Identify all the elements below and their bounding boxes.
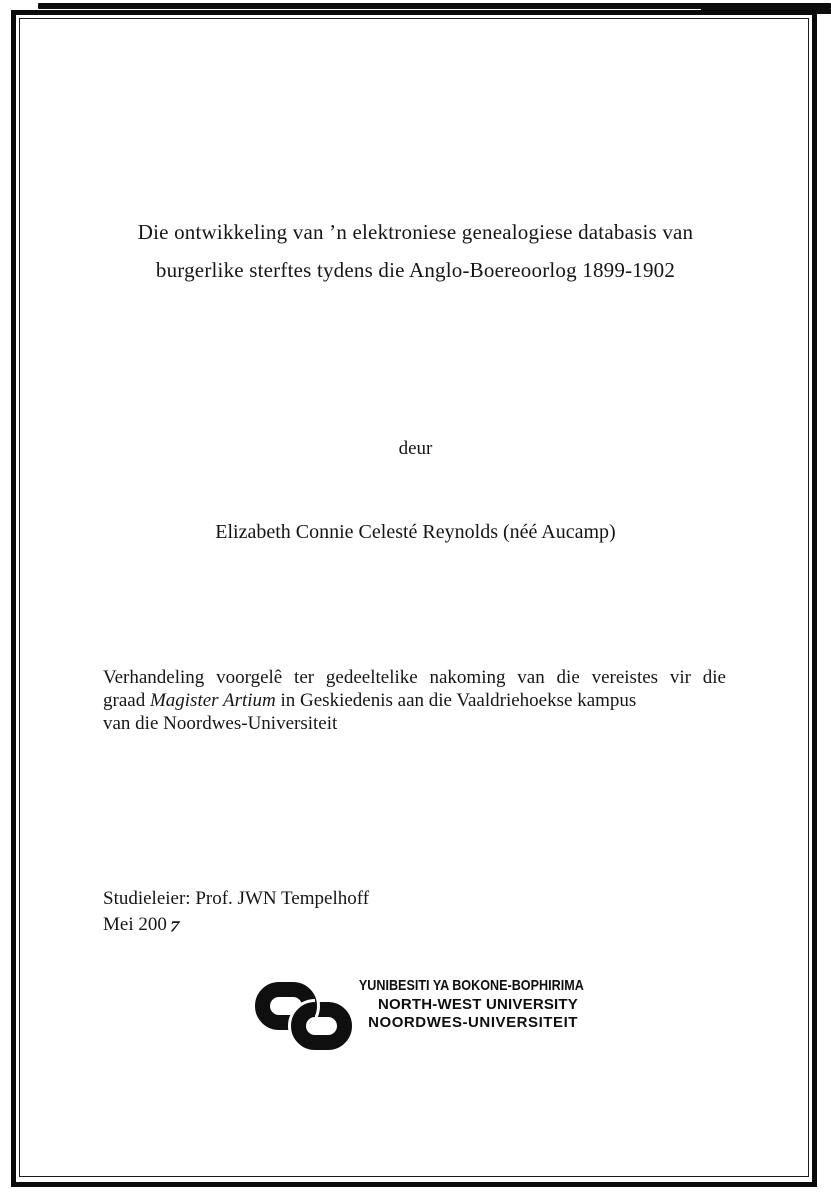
thesis-title <box>40 213 791 289</box>
logo-line-setswana: YUNIBESITI YA BOKONE-BOPHIRIMA <box>358 977 584 994</box>
thesis-title-line-1: Die ontwikkeling van ’n elektroniese genealogiese databasis van <box>137 220 694 244</box>
university-logo <box>255 977 584 1055</box>
supervisor-line: Studieleier: Prof. JWN Tempelhoff <box>103 888 370 909</box>
statement-line-3: van die Noordwes-Universiteit <box>103 713 338 734</box>
date-last-digit: 7 <box>167 918 182 936</box>
date-prefix: Mei 200 <box>103 914 167 935</box>
statement-line-2 <box>103 689 726 712</box>
degree-statement <box>103 666 726 735</box>
logo-wordmark <box>316 977 584 1033</box>
thesis-title-line-2: burgerlike sterftes tydens die Anglo-Boereoorlog 1899-1902 <box>155 258 676 282</box>
date-line <box>103 912 369 938</box>
statement-line-2-prefix: graad <box>103 690 150 711</box>
byline-label: deur <box>398 438 433 459</box>
supervisor-block <box>103 886 369 938</box>
logo-line-afrikaans: NOORDWES-UNIVERSITEIT <box>368 1014 578 1031</box>
statement-line-1: Verhandeling voorgelê ter gedeeltelike nakoming van die vereistes vir die <box>103 667 726 688</box>
author-name: Elizabeth Connie Celesté Reynolds (néé Aucamp) <box>215 521 616 543</box>
logo-line-english: NORTH-WEST UNIVERSITY <box>377 995 578 1013</box>
statement-degree-name: Magister Artium <box>149 690 276 711</box>
statement-line-2-suffix: in Geskiedenis aan die Vaaldriehoekse kampus <box>275 690 637 711</box>
